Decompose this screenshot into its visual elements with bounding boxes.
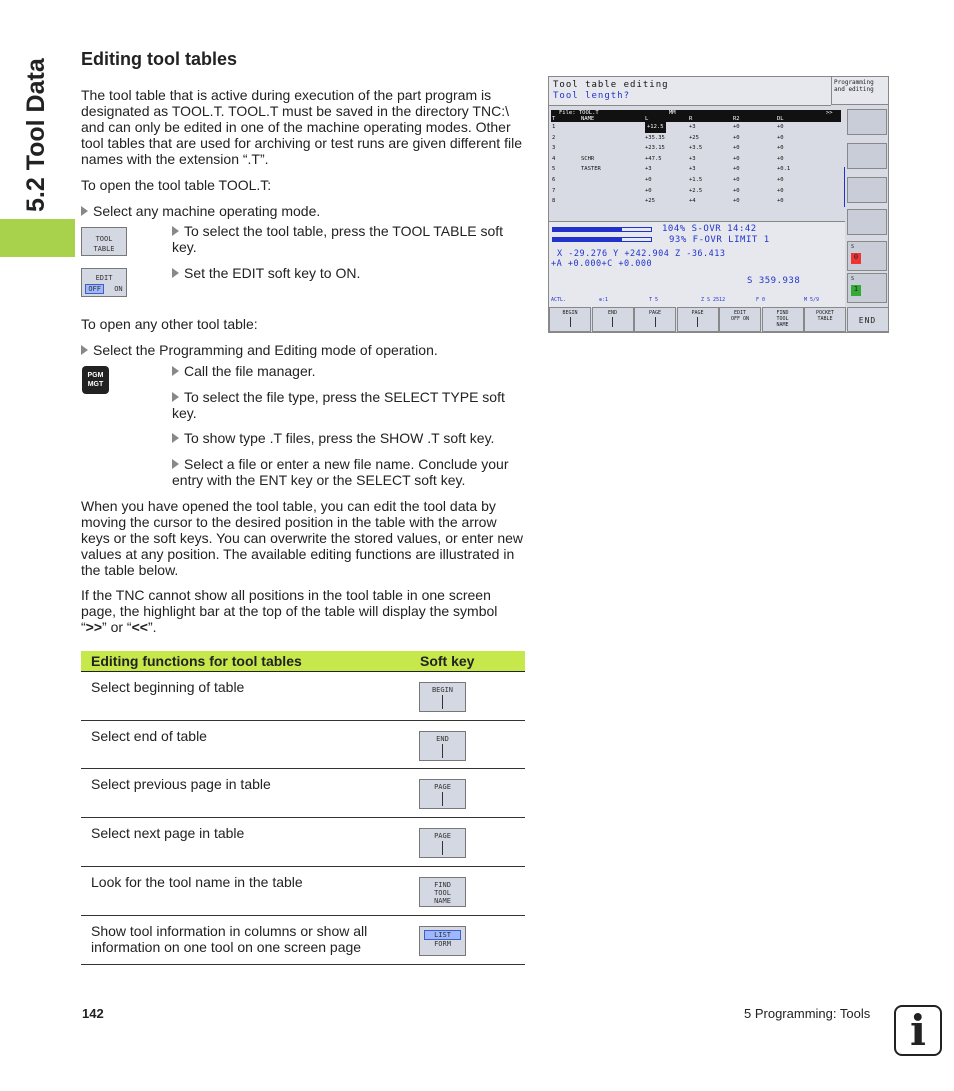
pgm-mgt-key[interactable] <box>82 366 109 394</box>
open-other-label: To open any other tool table: <box>81 316 258 332</box>
arrow-down-icon <box>697 317 698 327</box>
softkey-line: NAME <box>776 322 789 328</box>
tool-cell: 3 <box>552 145 556 152</box>
tool-cell: +0 <box>777 134 784 141</box>
screen-softkey[interactable] <box>677 307 719 332</box>
softkey-line: FIND <box>434 881 451 889</box>
spindle-on-softkey[interactable] <box>847 273 887 303</box>
screen-softkey[interactable] <box>549 307 591 332</box>
function-softkey[interactable] <box>419 828 466 858</box>
tool-cell: 4 <box>552 155 556 162</box>
actl-item: T 5 <box>649 297 659 303</box>
softkey-line: PAGE <box>434 832 451 840</box>
chapter-side-tab <box>0 0 75 260</box>
tool-cell: +47.5 <box>645 155 662 162</box>
screen-softkey[interactable] <box>762 307 804 332</box>
status-display <box>549 221 845 308</box>
spindle-off-softkey[interactable] <box>847 241 887 271</box>
spindle-start-icon: 1 <box>851 285 861 296</box>
step-text: Select any machine operating mode. <box>93 203 321 219</box>
actl-item: Z S 2512 <box>701 297 726 303</box>
col-header: NAME <box>581 116 595 122</box>
tool-cell: +3 <box>645 166 652 173</box>
function-softkey[interactable] <box>419 682 466 712</box>
para-text: If the TNC cannot show all positions in the tool table in one screen page, the highlight bar at the top of the table will display the symbol “ <box>81 587 498 635</box>
tool-cell: +0 <box>733 166 740 173</box>
open-tool-t-label: To open the tool table TOOL.T: <box>81 177 272 193</box>
function-description: Show tool information in columns or show all information on one tool on one screen page <box>91 923 368 955</box>
softkey-line: TOOL <box>776 316 789 322</box>
tool-cell: +35.35 <box>645 134 665 141</box>
actl-item: F 0 <box>756 297 766 303</box>
softkey-line: END <box>607 310 618 316</box>
function-description: Select end of table <box>91 728 207 744</box>
step-prog-mode <box>81 342 438 358</box>
tool-row[interactable] <box>551 196 841 207</box>
tool-cell: SCHR <box>581 155 595 162</box>
function-row <box>81 818 525 867</box>
actl-item: M 5/9 <box>804 297 820 303</box>
softkey-line: FORM <box>434 940 451 948</box>
tool-cell: +0 <box>733 145 740 152</box>
tool-cell: +23.15 <box>645 145 665 152</box>
edit-paragraph: When you have opened the tool table, you can edit the tool data by moving the cursor to the desired position in the table with the arrow keys or the soft keys. You can overwrite the stored values, or enter new values at any position. The available editing functions are illustrated in the table below. <box>81 498 524 578</box>
position-line-1: X -29.276 Y +242.904 Z -36.413 <box>557 249 726 259</box>
tool-cell: +0 <box>645 187 652 194</box>
tool-cell: +0 <box>777 176 784 183</box>
function-description: Look for the tool name in the table <box>91 874 303 890</box>
softkey-line: NAME <box>434 897 451 905</box>
screen-mode-box <box>831 77 888 105</box>
step-show-t <box>172 430 494 446</box>
side-tab-label: 5.2 Tool Data <box>22 58 50 212</box>
mode-line: and editing <box>834 86 874 93</box>
bullet-arrow-icon <box>172 433 179 443</box>
para-text: ”. <box>147 619 157 635</box>
tool-cell: +0 <box>733 155 740 162</box>
table-header <box>81 651 525 672</box>
screen-title-bar <box>549 77 831 106</box>
step-select-mode <box>81 203 320 219</box>
function-row <box>81 867 525 916</box>
step-text: Set the EDIT soft key to ON. <box>184 265 361 281</box>
vertical-softkeys <box>845 105 888 305</box>
tool-cell: +1.5 <box>689 176 703 183</box>
unit-label: MM <box>669 110 676 116</box>
header-softkey: Soft key <box>420 653 475 669</box>
tool-cell: +3 <box>689 155 696 162</box>
col-header: T <box>552 116 556 122</box>
cannot-show-paragraph <box>81 587 523 635</box>
bullet-arrow-icon <box>81 345 88 355</box>
screen-softkey[interactable] <box>592 307 634 332</box>
tool-row[interactable] <box>551 122 841 133</box>
screen-softkey[interactable] <box>634 307 676 332</box>
side-tab-marker <box>0 219 75 257</box>
tool-row[interactable] <box>551 164 841 175</box>
actl-label: ACTL. <box>551 297 567 303</box>
tool-cell: +0 <box>645 176 652 183</box>
step-text: Select the Programming and Editing mode of operation. <box>93 342 438 358</box>
function-softkey[interactable] <box>419 779 466 809</box>
softkey-line: TABLE <box>817 316 833 322</box>
key-line: PGM <box>87 372 104 379</box>
side-label: S <box>851 244 855 250</box>
f-ovr-frame <box>552 237 652 242</box>
screen-softkey[interactable] <box>719 307 761 332</box>
softkey-line: TOOL <box>95 235 113 243</box>
tool-cell: +0 <box>733 198 740 205</box>
function-row <box>81 721 525 769</box>
spindle-speed: S 359.938 <box>747 276 801 286</box>
softkey-line: PAGE <box>434 783 451 791</box>
tool-cell: 1 <box>552 124 556 130</box>
tool-cell: +2.5 <box>689 187 703 194</box>
tool-table-softkey[interactable] <box>81 227 127 256</box>
side-label: S <box>851 276 855 282</box>
softkey-line: LIST <box>424 930 461 940</box>
tool-row[interactable] <box>551 154 841 165</box>
tool-cell: +0 <box>733 134 740 141</box>
tool-table-grid <box>551 110 841 207</box>
coolant-softkey[interactable] <box>847 209 887 235</box>
step-text: To select the file type, press the SELECT TYPE soft key. <box>172 389 505 421</box>
arrow-up-icon <box>655 317 656 327</box>
section-heading: Editing tool tables <box>81 49 237 69</box>
s-ovr-frame <box>552 227 652 232</box>
softkey-line: BEGIN <box>562 310 578 316</box>
function-description: Select previous page in table <box>91 776 271 792</box>
chapter-footer: 5 Programming: Tools <box>744 1006 871 1021</box>
tool-cell: +3 <box>689 166 696 173</box>
softkey-line: PAGE <box>691 310 704 316</box>
screen-title: Tool table editing <box>553 80 669 90</box>
function-description: Select next page in table <box>91 825 245 841</box>
step-tool-table <box>172 223 524 255</box>
tool-cell: +3 <box>689 124 696 130</box>
contour-softkey-2[interactable] <box>847 143 887 169</box>
tool-cell: +0 <box>777 187 784 194</box>
step-file-manager <box>172 363 316 379</box>
bullet-arrow-icon <box>172 226 179 236</box>
step-edit <box>172 265 360 281</box>
tool-row[interactable] <box>551 186 841 197</box>
edit-off-label: OFF <box>85 284 104 294</box>
softkey-line: PAGE <box>648 310 662 316</box>
screen-softkey[interactable] <box>804 307 846 332</box>
contour-softkey[interactable] <box>847 109 887 135</box>
softkey-line: END <box>858 316 877 325</box>
tool-cell: +25 <box>645 198 655 205</box>
horizontal-softkeys <box>549 307 888 332</box>
bullet-arrow-icon <box>172 268 179 278</box>
arrow-down-icon <box>442 744 443 758</box>
bullet-arrow-icon <box>172 366 179 376</box>
softkey-line: FIND <box>776 310 789 316</box>
symbol-forward: >> <box>85 619 103 635</box>
s-ovr-text: 104% S-OVR 14:42 <box>662 224 757 234</box>
bullet-arrow-icon <box>172 392 179 402</box>
col-header: R <box>689 116 693 122</box>
tool-cell: +0 <box>733 124 740 130</box>
softkey-line: EDIT <box>733 310 747 316</box>
step-select-type <box>172 389 522 421</box>
function-row <box>81 916 525 965</box>
tool-cell: +12.5 <box>645 122 666 133</box>
softkey-line: POCKET <box>815 310 835 316</box>
tnc-screenshot <box>548 76 889 333</box>
step-select-file <box>172 456 524 488</box>
softkey-line: EDIT <box>95 274 113 282</box>
tool-cell: 5 <box>552 166 556 173</box>
tool-cell: +0 <box>733 187 740 194</box>
f-ovr-text: 93% F-OVR LIMIT 1 <box>669 235 770 245</box>
blank-softkey[interactable] <box>847 177 887 203</box>
edit-softkey[interactable] <box>81 268 127 297</box>
mode-line: Programming <box>834 79 874 86</box>
tool-cell: +3.5 <box>689 145 703 152</box>
tool-cell: +25 <box>689 134 699 141</box>
actl-item: ⊕:1 <box>599 297 609 303</box>
header-functions: Editing functions for tool tables <box>91 653 302 669</box>
para-text: ” or “ <box>102 619 132 635</box>
tool-cell: +0 <box>777 124 784 130</box>
file-name: File: TOOL.T <box>559 110 599 116</box>
softkey-line: TOOL <box>434 889 451 897</box>
tool-cell: +0 <box>733 176 740 183</box>
function-softkey[interactable] <box>419 926 466 956</box>
arrow-down-icon <box>612 317 613 327</box>
tool-cell: +0 <box>777 155 784 162</box>
softkey-line: BEGIN <box>431 686 454 694</box>
tool-cell: TASTER <box>581 166 601 173</box>
arrow-down-icon <box>442 841 443 855</box>
tool-cell: 8 <box>552 198 556 205</box>
tool-cell: 6 <box>552 176 556 183</box>
tool-row[interactable] <box>551 175 841 186</box>
bullet-arrow-icon <box>81 206 88 216</box>
page-number: 142 <box>82 1006 104 1021</box>
col-header: R2 <box>733 116 740 122</box>
edit-on-label: ON <box>114 285 123 293</box>
tool-cell: +0 <box>777 145 784 152</box>
softkey-line: END <box>436 735 449 743</box>
screen-prompt: Tool length? <box>553 91 631 101</box>
bullet-arrow-icon <box>172 459 179 469</box>
symbol-back: << <box>131 619 148 635</box>
arrow-up-icon <box>570 317 571 327</box>
key-line: MGT <box>87 381 104 388</box>
function-description: Select beginning of table <box>91 679 245 695</box>
spindle-stop-icon: 0 <box>851 253 861 264</box>
softkey-line: OFF ON <box>730 316 750 322</box>
softkey-line: TABLE <box>93 245 115 253</box>
tool-cell: +0 <box>777 198 784 205</box>
tool-cell: 7 <box>552 187 556 194</box>
col-header: DL <box>777 116 784 122</box>
step-text: Select a file or enter a new file name. Conclude your entry with the ENT key or the SELECT soft key. <box>172 456 509 488</box>
function-row <box>81 672 525 721</box>
intro-paragraph: The tool table that is active during execution of the part program is designated as TOOL.T. TOOL.T must be saved in the directory TNC:\ and can only be edited in one of the machine operating modes. Other tool tables that are used for archiving or test runs are given different file names with the extension “.T”. <box>81 87 522 167</box>
step-text: Call the file manager. <box>184 363 316 379</box>
step-text: To select the tool table, press the TOOL TABLE soft key. <box>172 223 504 255</box>
tool-row[interactable] <box>551 133 841 144</box>
position-line-2: +A +0.000+C +0.000 <box>551 259 653 269</box>
info-icon: i <box>894 1005 942 1056</box>
function-row <box>81 769 525 818</box>
tool-cell: +4 <box>689 198 696 205</box>
arrow-up-icon <box>442 695 443 709</box>
screen-softkey[interactable] <box>847 307 889 332</box>
function-softkey[interactable] <box>419 731 466 761</box>
tool-row[interactable] <box>551 143 841 154</box>
step-text: To show type .T files, press the SHOW .T soft key. <box>184 430 495 446</box>
editing-functions-table <box>81 651 525 965</box>
more-indicator: >> <box>826 110 833 116</box>
arrow-up-icon <box>442 792 443 806</box>
col-header: L <box>645 116 649 122</box>
function-softkey[interactable] <box>419 877 466 907</box>
tool-cell: 2 <box>552 134 556 141</box>
tool-cell: +0.1 <box>777 166 791 173</box>
